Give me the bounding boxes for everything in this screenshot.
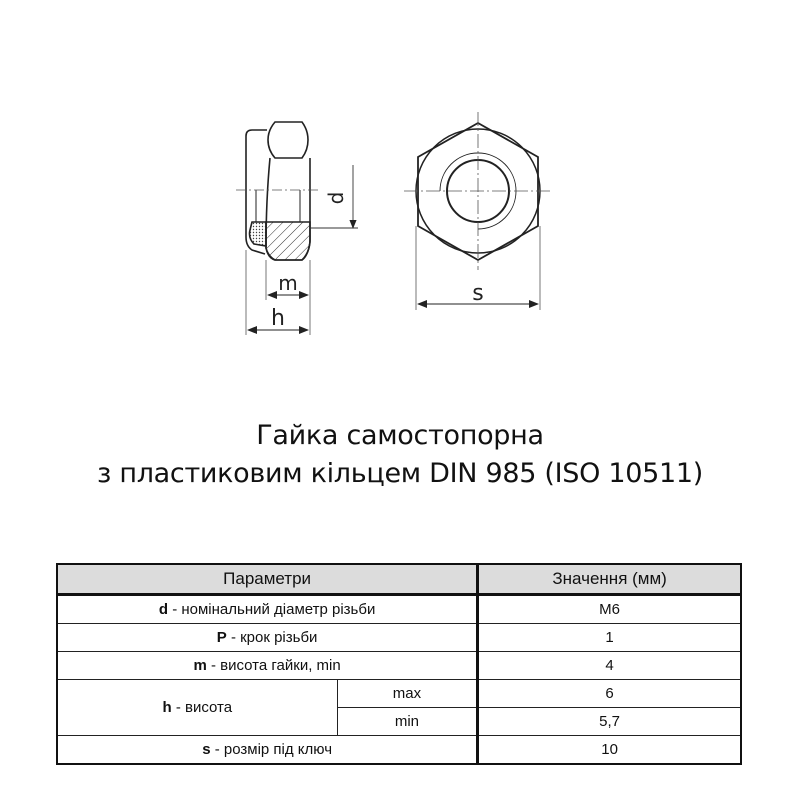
dimension-m-label: m	[278, 271, 298, 295]
header-values: Значення (мм)	[478, 564, 741, 595]
param-cell	[57, 680, 337, 736]
dimension-d-label: d	[324, 191, 348, 205]
table-row	[57, 652, 741, 680]
param-symbol: s	[202, 741, 211, 758]
param-label: - номінальний діаметр різьби	[168, 601, 376, 618]
param-symbol: m	[193, 657, 207, 674]
value-cell: 5,7	[478, 708, 741, 736]
value-cell: M6	[478, 595, 741, 624]
value-cell: 4	[478, 652, 741, 680]
table-row	[57, 624, 741, 652]
param-cell	[57, 595, 478, 624]
side-view-nut	[246, 122, 310, 260]
param-symbol: d	[158, 601, 169, 618]
dimension-h-label: h	[271, 306, 285, 331]
value-cell: 10	[478, 736, 741, 765]
table-header-row	[57, 564, 741, 595]
param-label: - крок різьби	[226, 629, 318, 646]
page-title-line2: з пластиковим кільцем DIN 985 (ISO 10511)	[97, 458, 703, 489]
param-label: - висота гайки, min	[206, 657, 341, 674]
header-params: Параметри	[57, 564, 478, 595]
page-title-line1: Гайка самостопорна	[256, 420, 544, 451]
sub-param-cell: max	[337, 680, 478, 708]
value-cell: 6	[478, 680, 741, 708]
param-symbol: h	[162, 699, 172, 716]
table-row	[57, 736, 741, 765]
technical-drawing	[0, 0, 800, 360]
param-cell	[57, 652, 478, 680]
param-symbol: P	[216, 629, 227, 646]
param-label: - розмір під ключ	[210, 741, 333, 758]
sub-param-cell: min	[337, 708, 478, 736]
param-cell	[57, 624, 478, 652]
dimension-s-label: s	[472, 281, 484, 306]
param-label: - висота	[171, 699, 233, 716]
table-row	[57, 595, 741, 624]
value-cell: 1	[478, 624, 741, 652]
spec-table	[56, 563, 742, 765]
param-cell	[57, 736, 478, 765]
table-row	[57, 680, 741, 708]
